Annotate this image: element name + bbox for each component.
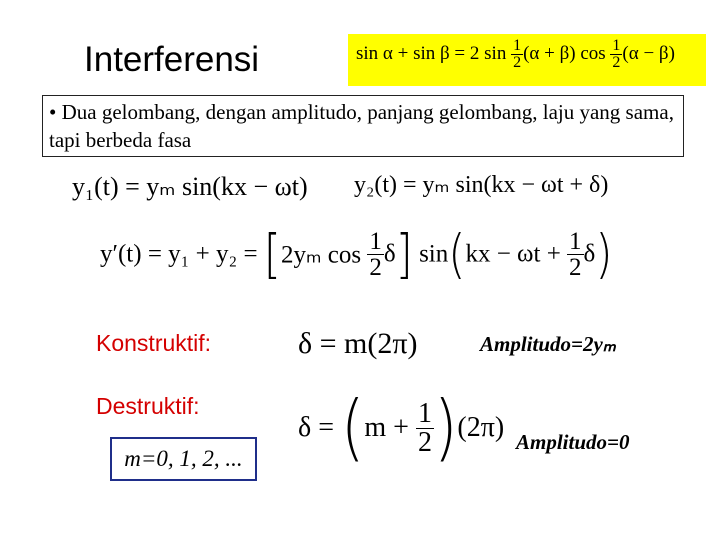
phase-delta: δ	[583, 240, 596, 268]
destructive-left-paren: (	[340, 386, 365, 470]
destructive-rhs: (2π)	[457, 412, 505, 443]
destructive-m: m +	[364, 412, 409, 443]
phase-half-fraction: $\frac{1}{2}$	[569, 228, 582, 281]
amplitude-term: 2yₘ cos	[280, 241, 362, 269]
identity-half-2: $\frac{1}{2}$	[612, 37, 621, 71]
slide-title: Interferensi	[84, 40, 260, 79]
phase-term: kx − ωt +	[465, 240, 561, 268]
sin-term: sin	[419, 240, 449, 268]
constructive-label: Konstruktif:	[96, 330, 212, 356]
destructive-lhs: δ =	[298, 412, 334, 443]
m-values-text: m=0, 1, 2, ...	[124, 446, 243, 471]
wave-1-equation: y₁(t) = yₘ sin(kx − ωt)	[72, 172, 308, 201]
identity-lhs: sin α + sin β = 2 sin	[356, 42, 507, 64]
description-box	[42, 95, 684, 157]
wave-2-equation: y₂(t) = yₘ sin(kx − ωt + δ)	[354, 172, 609, 198]
constructive-condition: δ = m(2π)	[298, 327, 418, 360]
destructive-amplitude: Amplitudo=0	[516, 430, 630, 454]
superposition-equation	[100, 223, 613, 286]
amp-half-fraction: $\frac{1}{2}$	[369, 228, 382, 281]
identity-arg2: (α − β)	[622, 42, 675, 64]
superposition-lhs: y′(t) = y₁ + y₂ =	[100, 240, 258, 268]
identity-half-1: $\frac{1}{2}$	[513, 37, 522, 71]
m-values-box	[110, 437, 257, 481]
destructive-half-fraction: $\frac{1}{2}$	[417, 397, 432, 458]
identity-arg1: (α + β) cos	[523, 42, 606, 64]
left-bracket: [	[263, 223, 281, 286]
destructive-right-paren: )	[433, 386, 458, 470]
right-paren: )	[595, 223, 613, 286]
left-paren: (	[448, 223, 466, 286]
description-text: • Dua gelombang, dengan amplitudo, panjang gelombang, laju yang sama, tapi berbeda fasa	[49, 100, 674, 152]
identity-highlight-box	[348, 34, 706, 86]
destructive-condition	[298, 386, 505, 470]
destructive-label: Destruktif:	[96, 393, 200, 419]
constructive-amplitude: Amplitudo=2yₘ	[480, 332, 616, 356]
sum-to-product-identity	[356, 38, 675, 71]
right-bracket: ]	[395, 223, 413, 286]
amp-delta: δ	[383, 240, 396, 268]
